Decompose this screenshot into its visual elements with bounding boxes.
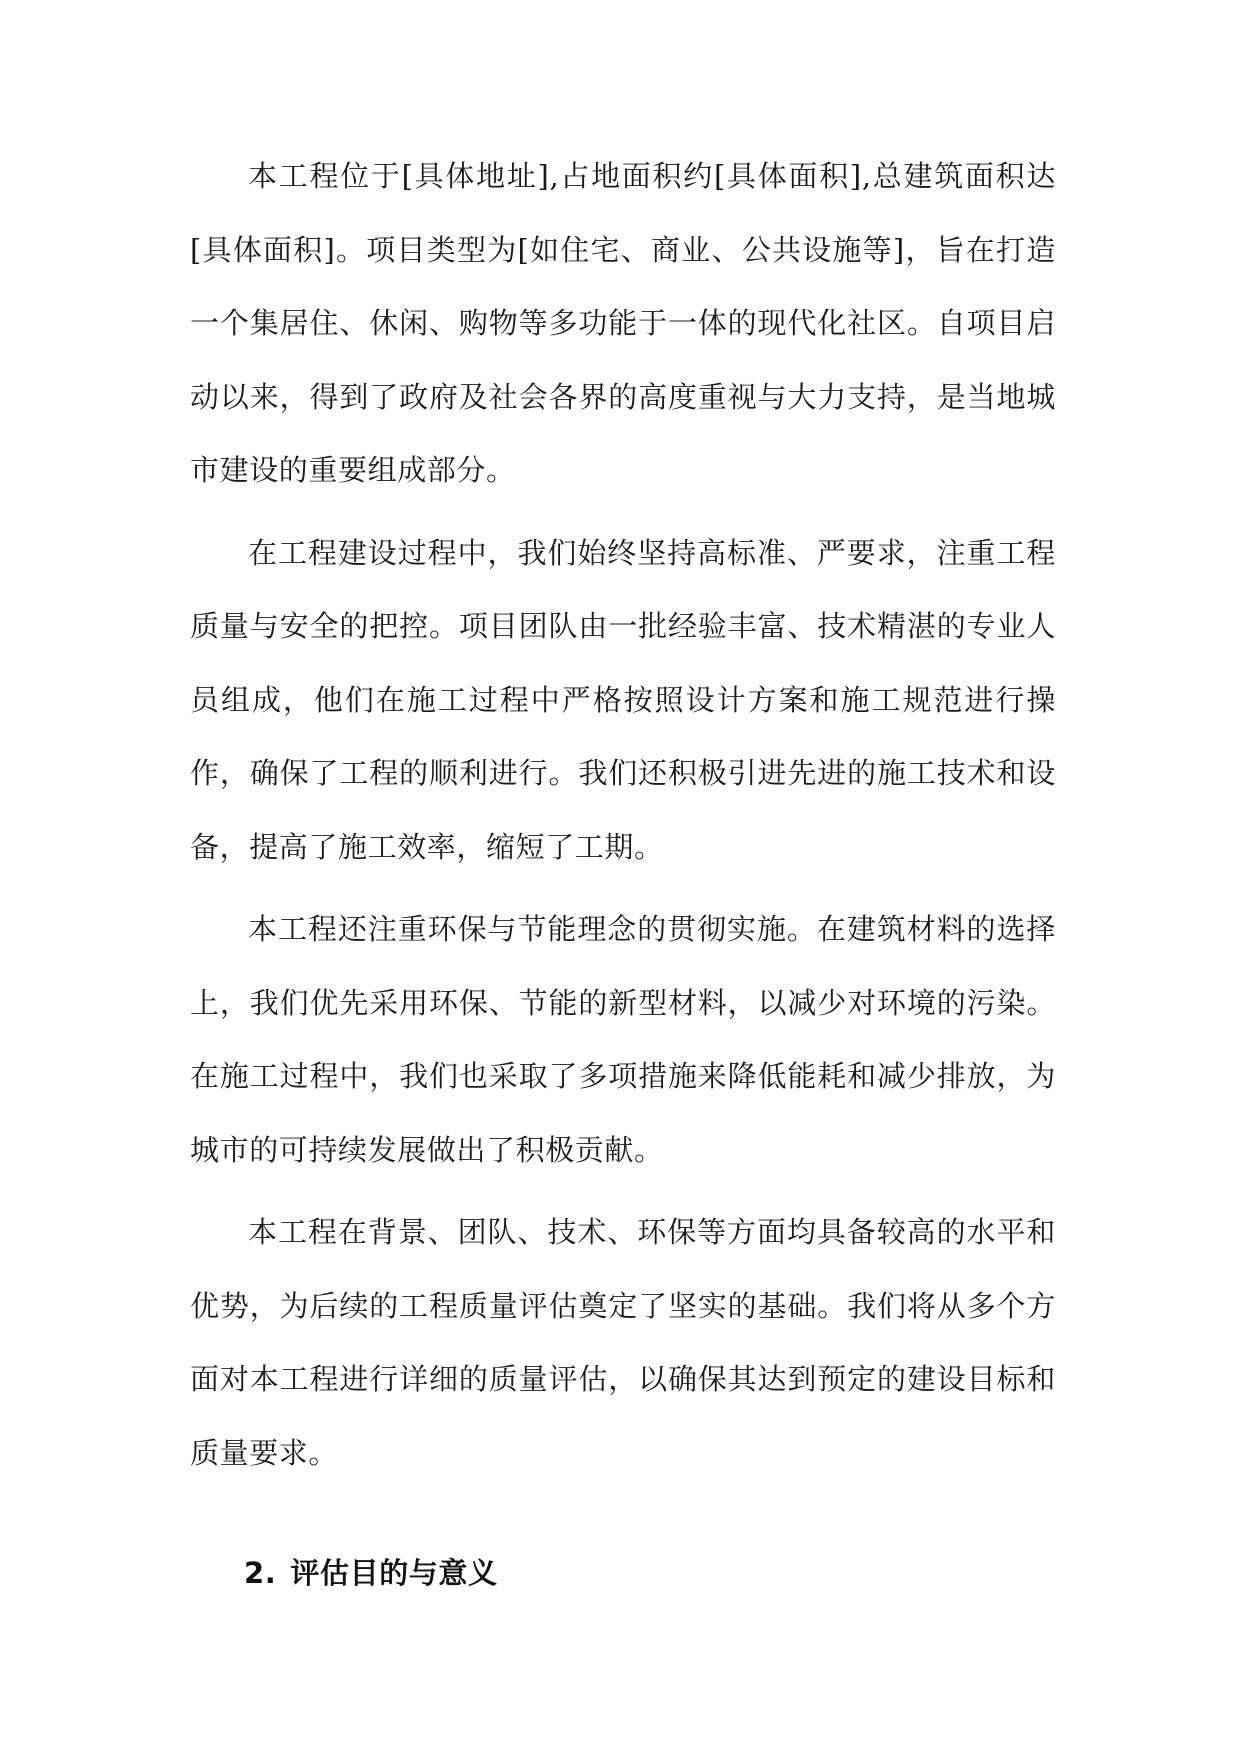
paragraph-environmental-protection: 本工程还注重环保与节能理念的贯彻实施。在建筑材料的选择上，我们优先采用环保、节能的新型材料，以减少对环境的污染。在施工过程中，我们也采取了多项措施来降低能耗和减少排放，为城市的可持续发展做出了积极贡献。 xyxy=(190,912,1056,1167)
paragraph-summary: 本工程在背景、团队、技术、环保等方面均具备较高的水平和优势，为后续的工程质量评估奠定了坚实的基础。我们将从多个方面对本工程进行详细的质量评估，以确保其达到预定的建设目标和质量要求。 xyxy=(190,1215,1056,1470)
section-title: 评估目的与意义 xyxy=(290,1556,498,1590)
section-heading xyxy=(190,1548,1056,1598)
paragraph-project-overview: 本工程位于[具体地址],占地面积约[具体面积],总建筑面积达[具体面积]。项目类型为[如住宅、商业、公共设施等]，旨在打造一个集居住、休闲、购物等多功能于一体的现代化社区。自项目启动以来，得到了政府及社会各界的高度重视与大力支持，是当地城市建设的重要组成部分。 xyxy=(190,159,1056,487)
document-body xyxy=(190,140,1056,1598)
paragraph-construction-process: 在工程建设过程中，我们始终坚持高标准、严要求，注重工程质量与安全的把控。项目团队由一批经验丰富、技术精湛的专业人员组成，他们在施工过程中严格按照设计方案和施工规范进行操作，确保了工程的顺利进行。我们还积极引进先进的施工技术和设备，提高了施工效率，缩短了工期。 xyxy=(190,535,1056,864)
section-number: 2. xyxy=(244,1556,277,1590)
